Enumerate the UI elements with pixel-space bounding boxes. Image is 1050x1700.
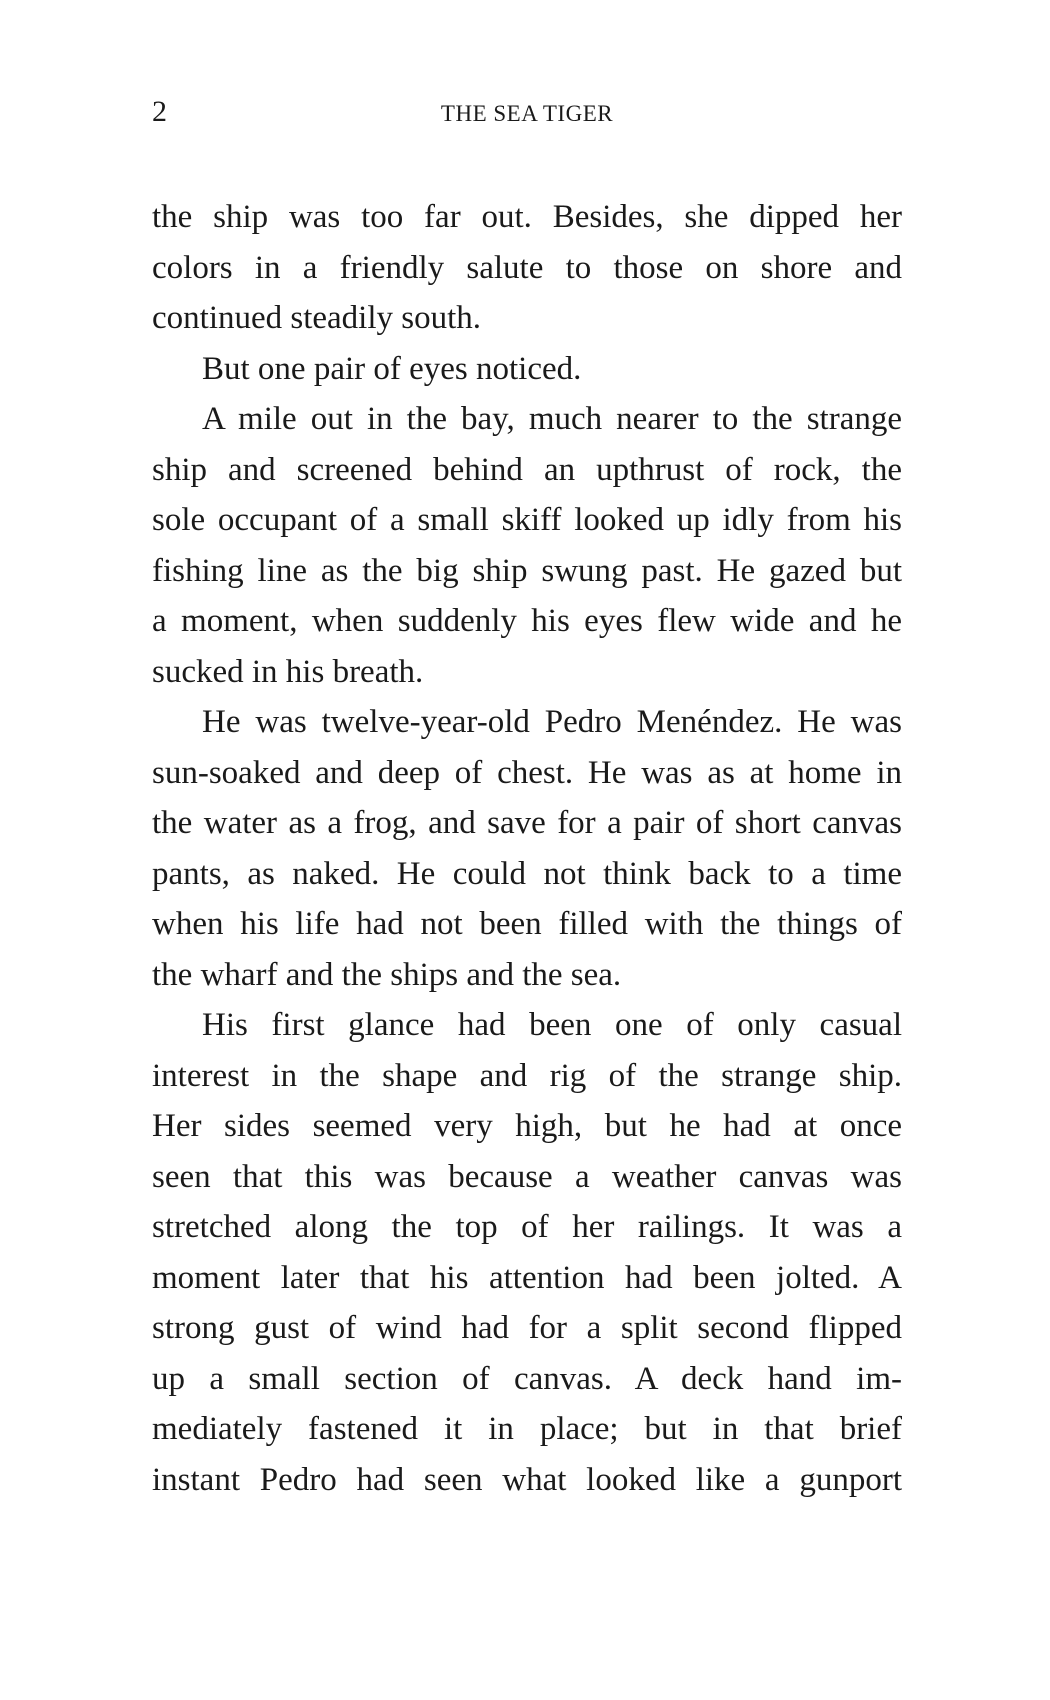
page-number: 2: [152, 95, 167, 128]
text-line: stretched along the top of her railings. It was a: [152, 1209, 902, 1245]
page-header: [152, 92, 902, 132]
text-line: continued steadily south.: [152, 300, 482, 336]
text-line: His first glance had been one of only casual: [202, 1007, 902, 1043]
text-line: sole occupant of a small skiff looked up idly from his: [152, 502, 902, 538]
text-line: moment later that his attention had been jolted. A: [152, 1259, 902, 1296]
text-line: pants, as naked. He could not think back to a time: [152, 855, 902, 892]
text-line: the wharf and the ships and the sea.: [152, 956, 622, 993]
text-line: when his life had not been filled with the things of: [152, 906, 902, 942]
text-line: ship and screened behind an upthrust of rock, the: [152, 451, 902, 488]
text-line: Her sides seemed very high, but he had at once: [152, 1108, 902, 1144]
text-line: strong gust of wind had for a split second flipped: [152, 1310, 902, 1346]
text-line: colors in a friendly salute to those on shore and: [152, 249, 902, 286]
text-line: sucked in his breath.: [152, 653, 424, 690]
text-line: sun-soaked and deep of chest. He was as at home in: [152, 754, 902, 791]
text-line: fishing line as the big ship swung past. He gazed but: [152, 552, 902, 589]
text-line: the water as a frog, and save for a pair of short canvas: [152, 805, 902, 841]
text-line: But one pair of eyes noticed.: [202, 350, 582, 387]
body-text: [152, 192, 902, 1505]
text-line: instant Pedro had seen what looked like a gunport: [152, 1461, 902, 1498]
text-line: interest in the shape and rig of the strange ship.: [152, 1057, 902, 1094]
text-line: the ship was too far out. Besides, she dipped her: [152, 199, 902, 235]
text-line: mediately fastened it in place; but in that brief: [152, 1411, 902, 1447]
text-line: seen that this was because a weather canvas was: [152, 1158, 902, 1195]
text-line: A mile out in the bay, much nearer to the strange: [202, 401, 902, 437]
text-line: up a small section of canvas. A deck hand im-: [152, 1360, 902, 1397]
text-line: He was twelve-year-old Pedro Menéndez. He was: [202, 704, 902, 740]
text-line: a moment, when suddenly his eyes flew wide and he: [152, 603, 902, 639]
running-head: THE SEA TIGER: [440, 101, 614, 126]
